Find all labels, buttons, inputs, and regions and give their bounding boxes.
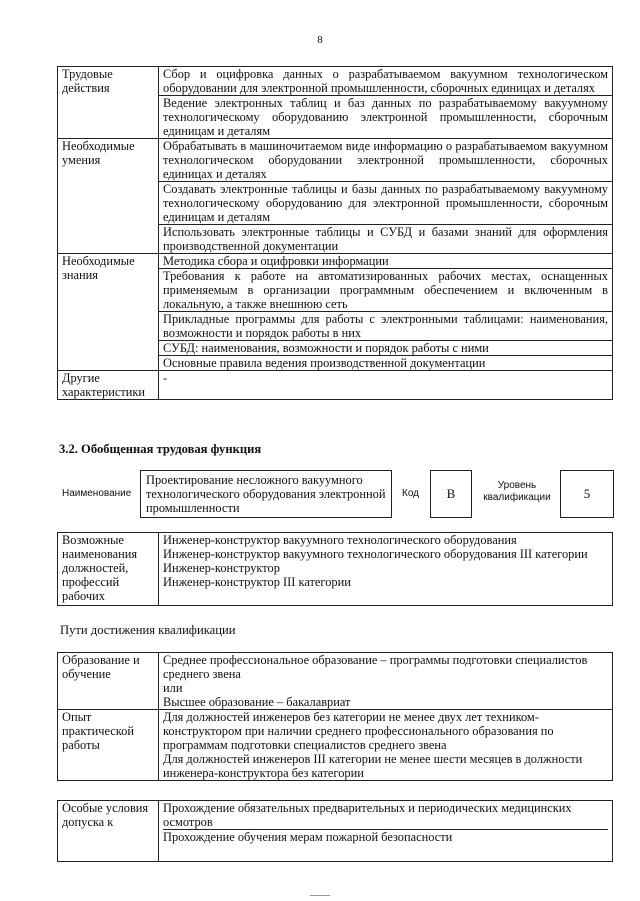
row-label-special-conditions: Особые условия допуска к (58, 801, 159, 862)
labor-action-item: Ведение электронных таблиц и баз данных по разрабатываемому вакуумному технологическому оборудованию электронной промышленности, сборочным единицам и деталям (159, 96, 613, 139)
knowledge-item: Прикладные программы для работы с электронными таблицами: наименования, возможности и порядок работы в них (159, 312, 613, 341)
position-item: Инженер-конструктор вакуумного технологического оборудования (163, 533, 517, 547)
education-line: Высшее образование – бакалавриат (163, 695, 351, 709)
row-label-required-skills: Необходимые умения (58, 139, 159, 254)
knowledge-item: СУБД: наименования, возможности и порядок работы с ними (159, 341, 613, 356)
knowledge-item: Методика сбора и оцифровки информации (159, 254, 613, 269)
page-bottom-mark (310, 895, 330, 896)
experience-line: Для должностей инженеров III категории не менее шести месяцев в должности инженера-конструктора без категории (163, 752, 583, 780)
experience-text (159, 710, 613, 781)
qualification-paths-table (57, 652, 613, 781)
name-label: Наименование (62, 488, 132, 499)
section-heading: 3.2. Обобщенная трудовая функция (59, 442, 262, 456)
positions-list (159, 533, 613, 606)
code-label: Код (402, 488, 420, 499)
condition-item: Прохождение обучения мерам пожарной безопасности (163, 830, 453, 844)
skill-item: Создавать электронные таблицы и базы данных по разрабатываемому вакуумному технологическому оборудованию для электронной промышленности, сборочным единицам и деталям (159, 182, 613, 225)
function-name-field: Проектирование несложного вакуумного технологического оборудования электронной промышленности (140, 470, 392, 518)
knowledge-item: Основные правила ведения производственной документации (159, 356, 613, 371)
condition-item: Прохождение обязательных предварительных и периодических медицинских осмотров (163, 801, 608, 830)
conditions-list (159, 801, 613, 862)
paths-heading: Пути достижения квалификации (60, 623, 236, 637)
positions-table (57, 532, 613, 606)
row-label-experience: Опыт практической работы (58, 710, 159, 781)
position-item: Инженер-конструктор (163, 561, 280, 575)
position-item: Инженер-конструктор III категории (163, 575, 351, 589)
qualification-level-field: 5 (560, 470, 614, 518)
page-number: 8 (317, 34, 323, 46)
position-item: Инженер-конструктор вакуумного технологического оборудования III категории (163, 547, 588, 561)
labor-action-item: Сбор и оцифровка данных о разрабатываемом вакуумном технологическом оборудовании для электронной промышленности, сборочных единицах и деталях (159, 67, 613, 96)
special-conditions-table (57, 800, 613, 862)
education-line: Среднее профессиональное образование – программы подготовки специалистов среднего звена (163, 653, 588, 681)
row-label-other-characteristics: Другие характеристики (58, 371, 159, 400)
row-label-positions: Возможные наименования должностей, профессий рабочих (58, 533, 159, 606)
row-label-labor-actions: Трудовые действия (58, 67, 159, 139)
function-code-field: B (430, 470, 472, 518)
qualification-level-label: Уровень квалификации (483, 480, 551, 503)
skill-item: Обрабатывать в машиночитаемом виде информацию о разрабатываемом вакуумном технологическом оборудовании электронной промышленности, сборочных единицах и деталях (159, 139, 613, 182)
knowledge-item: Требования к работе на автоматизированных рабочих местах, оснащенных применяемым в организации программным обеспечением и включенным в локальную, а также внешнюю сеть (159, 269, 613, 312)
row-label-education: Образование и обучение (58, 653, 159, 710)
education-text (159, 653, 613, 710)
education-line: или (163, 681, 183, 695)
labor-actions-table (57, 66, 613, 400)
experience-line: Для должностей инженеров без категории не менее двух лет техником-конструктором при наличии среднего профессионального образования по программам подготовки специалистов среднего звена (163, 710, 554, 752)
row-label-required-knowledge: Необходимые знания (58, 254, 159, 371)
other-characteristics-value: - (159, 371, 613, 400)
skill-item: Использовать электронные таблицы и СУБД и базами знаний для оформления производственной документации (159, 225, 613, 254)
